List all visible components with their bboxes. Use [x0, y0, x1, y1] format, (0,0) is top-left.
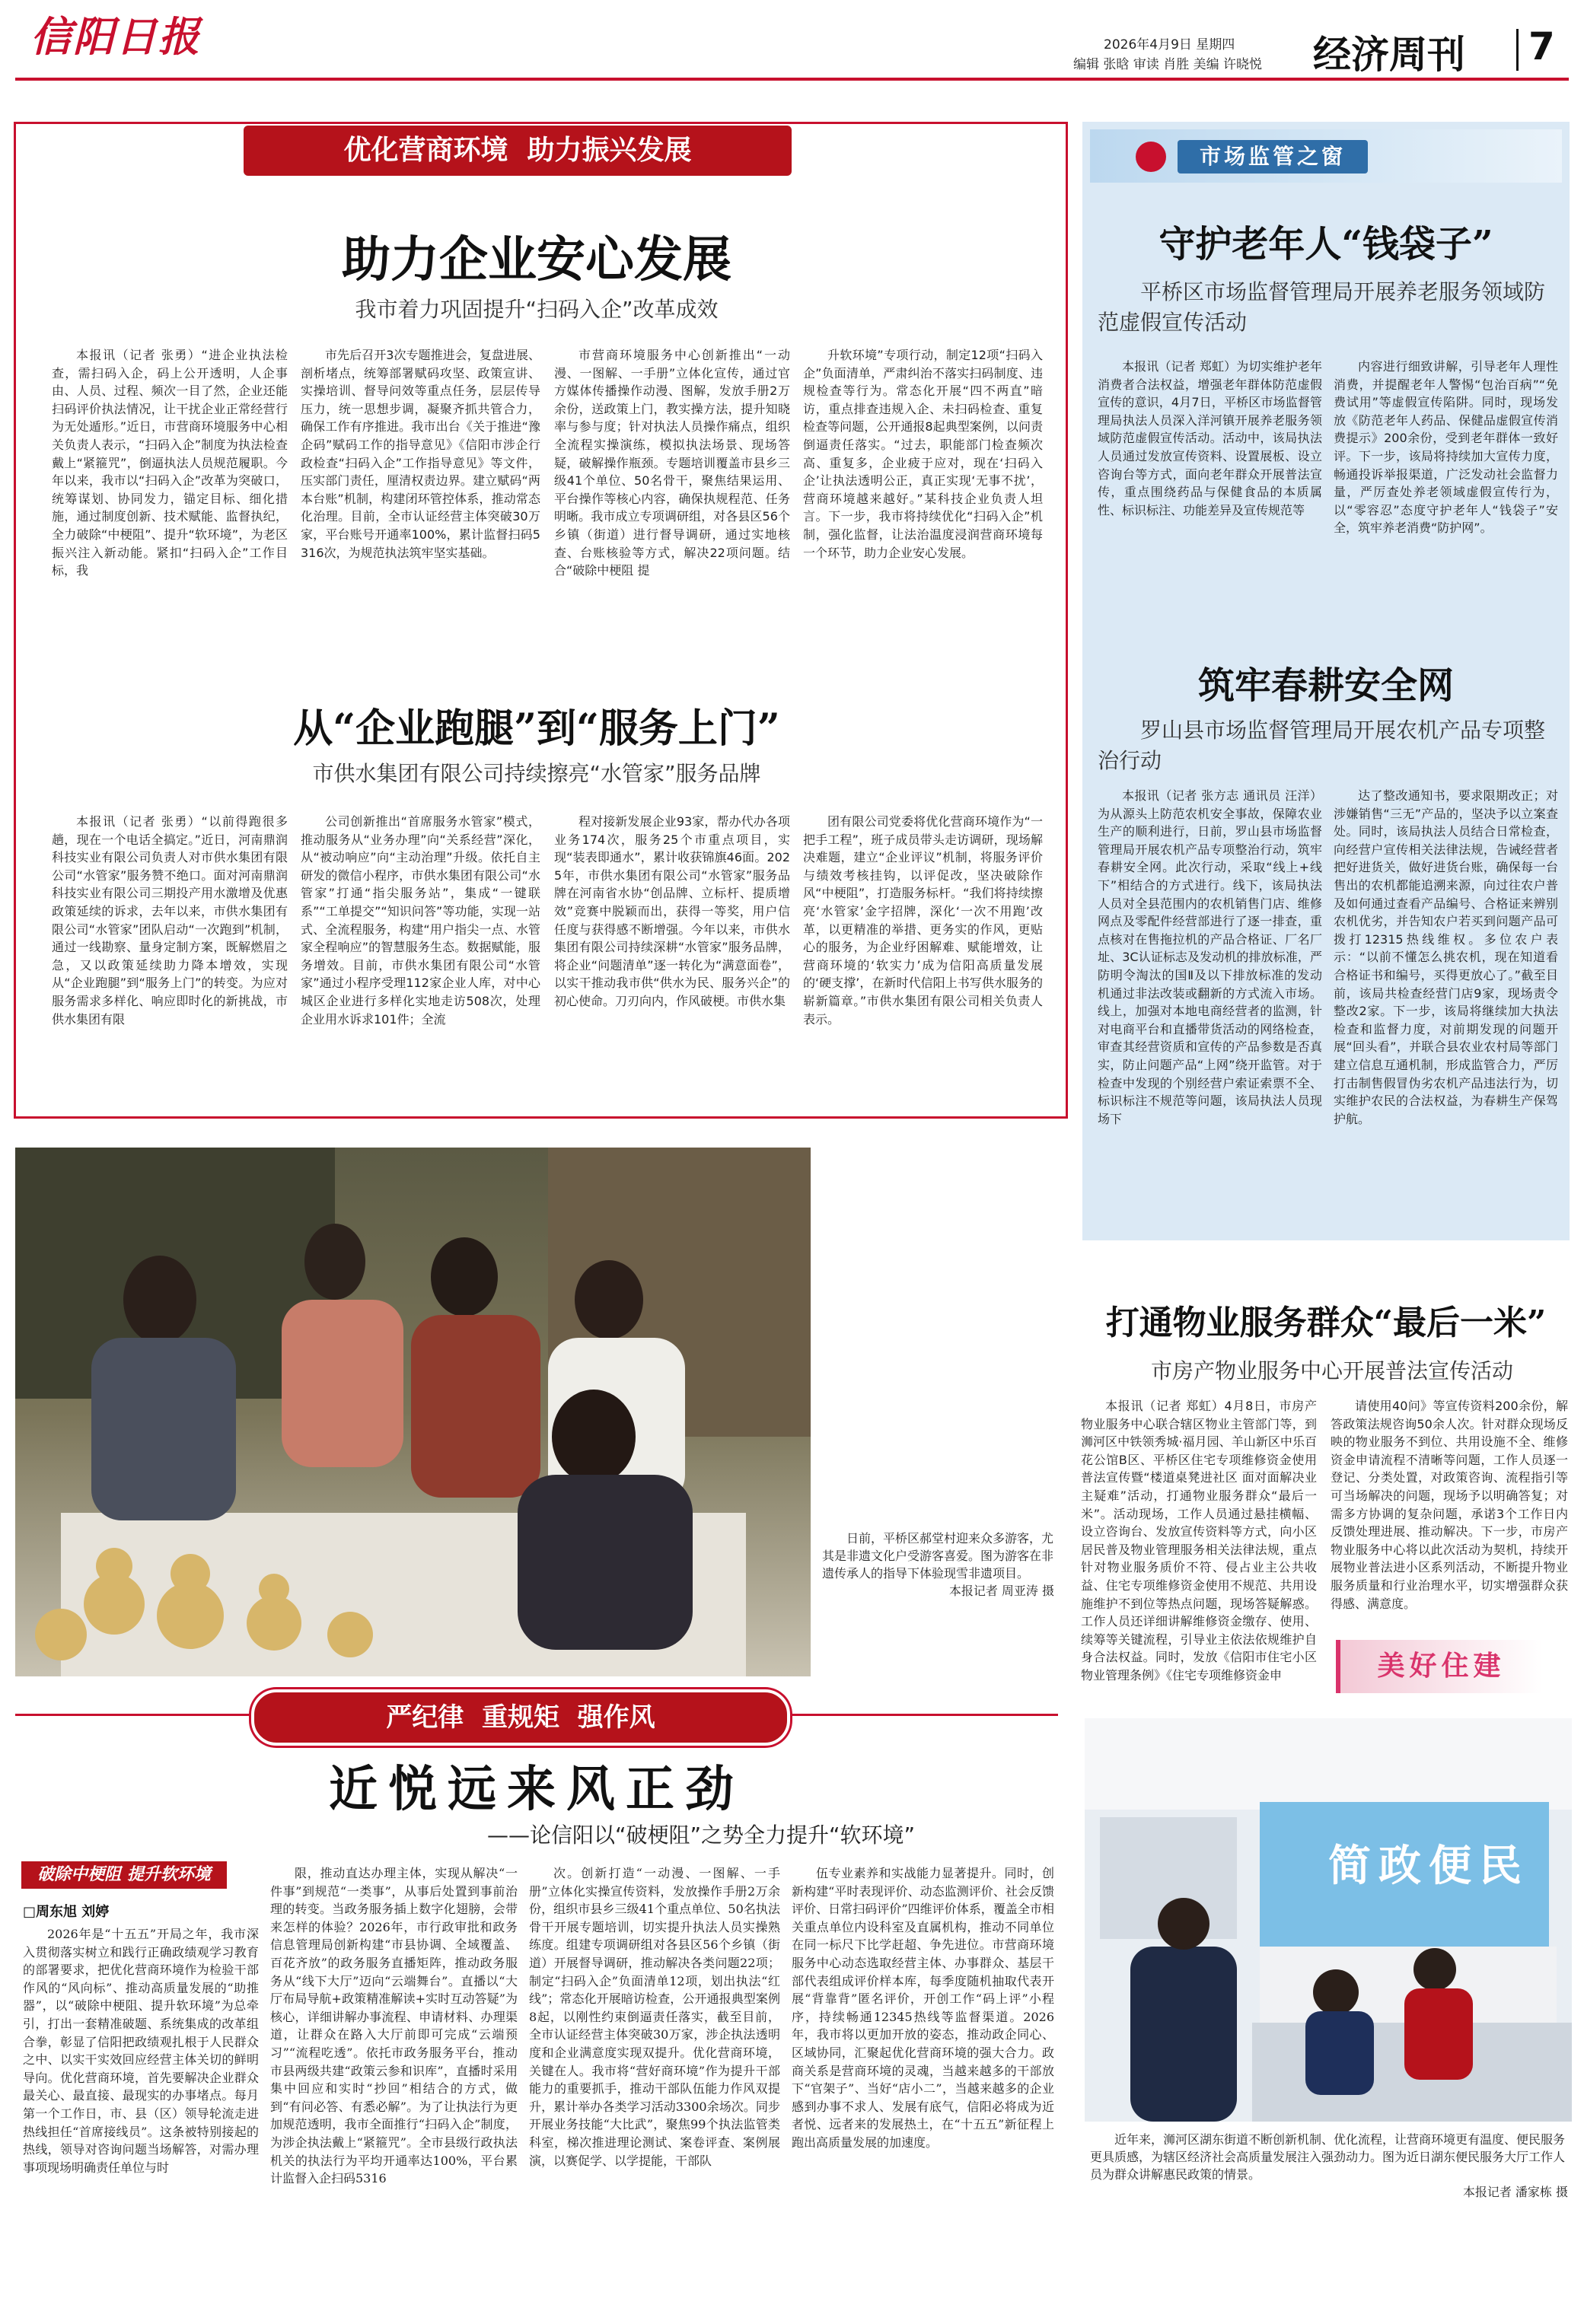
photo-gourd-painting — [15, 1148, 811, 1676]
article3-col3: 次。创新打造“一动漫、一图解、一手册”立体化实操宣传资料，发放操作手册2万余份，组织市县乡三级41个重点单位、50名执法骨干开展专题培训，切实提升执法人员实操熟练度。组建专项调研组对各县区56个乡镇（街道）开展督导调研，推动解决各类问题22项；制定“扫码入企”负面清单12项，划出执法“红线”；常态化开展暗访检查，公开通报典型案例8起，以刚性约束倒逼责任落实，截至目前，全市认证经营主体突破30万家，涉企执法透明度和企业满意度实现双提升。优化营商环境，关键在人。我市将“营好商环境”作为提升干部能力的重要抓手，推动干部队伍能力作风双提升，累计举办各类学习活动3300余场次。同步开展业务技能“大比武”，聚焦99个执法监管类科室，梯次推进理论测试、案卷评查、案例展演，以赛促学、以学提能，干部队 — [529, 1866, 780, 2168]
page-number: 7 — [1528, 24, 1555, 68]
article3-col2: 限，推动直达办理主体，实现从解决“一件事”到规范“一类事”，从事后处置到事前治理的转变。当政务服务插上数字化翅膀，会带来怎样的体验？2026年，市行政审批和政务信息管理局创新构建“市县协调、全域覆盖、百花齐放”的政务服务直播矩阵，推动政务服务从“线下大厅”迈向“云端舞台”。直播以“大厅布局导航+政策精准解读+实时互动答疑”为核心，详细讲解办事流程、申请材料、办理渠道，让群众在路入大厅前即可完成“云端预习”“流程吃透”。依托市政务服务平台，推动市县两级共建“政策云参和识库”，直播时采用集中回应和实时“抄回”相结合的方式，做到“有问必答、有悉必解”。为了让执法行为更加规范透明，我市全面推行“扫码入企”制度，为涉企执法戴上“紧箍咒”。全市县级行政执法机关的执法行为平均开通率达100%，平台累计监督入企扫码5316 — [270, 1866, 518, 2186]
b1-col2: 内容进行细致讲解，引导老年人理性消费，并提醒老年人警惕“包治百病”“免费试用”等虚假宣传陷阱。同时，现场发放《防范老年人药品、保健品虚假宣传消费提示》200余份，受到老年群体一致好评。下一步，该局将持续加大宣传力度，畅通投诉举报渠道，广泛发动社会监督力量，严厉查处养老领域虚假宣传行为，以“零容忍”态度守护老年人“钱袋子”安全，筑牢养老消费“防护网”。 — [1334, 359, 1558, 536]
article1-col3: 市营商环境服务中心创新推出“一动漫、一图解、一手册”立体化宣传，通过官方媒体传播操作动漫、图解，发放手册2万余份，送政策上门，教实操方法，提升知晓率与参与度；针对执法人员操作痛点，组织全流程实操演练，模拟执法场景、现场答疑，破解操作瓶颈。专题培训覆盖市县乡三级41个单位、50名骨干，聚焦结果运用、平台操作等核心内容，确保执规程范、任务明晰。我市成立专项调研组，对各县区56个乡镇（街道）进行督导调研，通过实地核查、台账核验等方式，解决22项问题。结合“破除中梗阻 提 — [554, 348, 790, 578]
article3-column-tag — [21, 1861, 227, 1889]
photo1-credit: 本报记者 周亚涛 摄 — [948, 1584, 1054, 1598]
sidebar-header-badge — [1178, 140, 1368, 174]
article2-col4: 团有限公司党委将优化营商环境作为“一把手工程”，班子成员带头走访调研，现场解决难题，建立“企业评议”机制，将服务评价与绩效考核挂钩，以评促改，坚决破除作风“中梗阻”，打造服务标杆。“我们将持续擦亮‘水管家’金字招牌，深化‘一次不用跑’改革，以更精准的举措、更务实的作风，更贴心的服务，为企业纾困解难、赋能增效，让营商环境的‘软实力’成为信阳高质量发展的‘硬支撑’，在新时代信阳上书写供水服务的崭新篇章。”市供水集团有限公司相关负责人表示。 — [803, 814, 1043, 1027]
b3-title: 打通物业服务群众“最后一米” — [1105, 1304, 1547, 1342]
photo1-caption — [822, 1530, 1054, 1636]
article3-author: □周东旭 刘婷 — [23, 1904, 110, 1920]
b2-title: 筑牢春耕安全网 — [1197, 664, 1454, 707]
sidebar-header-text: 市场监管之窗 — [1199, 144, 1346, 169]
photo2-caption — [1090, 2131, 1568, 2214]
photo-service-hall-image — [1085, 1718, 1572, 2122]
article1-title: 助力企业安心发展 — [342, 231, 731, 288]
article1-col4: 升软环境”专项行动，制定12项“扫码入企”负面清单，严肃纠治不落实扫码制度、违规检查等行为。常态化开展“四不两直”暗访，重点排查违规入企、未扫码检查、重复检查等问题，公开通报8起典型案例，以问责倒逼责任落实。“过去，职能部门检查频次高、重复多，企业疲于应对，现在‘扫码入企’让执法透明公正，真正实现‘无事不扰’，营商环境越来越好。”某科技企业负责人坦言。下一步，我市将持续优化“扫码入企”机制，强化监督，让法治温度浸润营商环境每一个环节，助力企业安心发展。 — [803, 348, 1043, 560]
newspaper-logo: 信阳日报 — [30, 12, 201, 61]
sidebar-header — [1090, 129, 1562, 183]
masthead-rule — [15, 78, 1569, 81]
b2-subtitle: 罗山县市场监督管理局开展农机产品专项整治行动 — [1098, 718, 1546, 773]
masthead — [0, 0, 1584, 76]
photo2-caption-text: 近年来，浉河区湖东街道不断创新机制、优化流程，让营商环境更有温度、便民服务更具质感，为辖区经济社会高质量发展注入强劲动力。图为近日湖东便民服务大厅工作人员为群众讲解惠民政策的情景。 — [1090, 2132, 1566, 2182]
article1-col1: 本报讯（记者 张勇）“进企业执法检查，需扫码入企，码上公开透明，人企事由、人员、过程、频次一目了然，企业还能扫码评价执法情况，让干扰企业正常经营行为无处遁形。”近日，市营商环境服务中心相关负责人表示，“扫码入企”制度为执法检查戴上“紧箍咒”，倒逼执法人员规范履职。今年以来，我市以“扫码入企”改革为突破口，统筹谋划、协同发力，锚定目标、细化措施，通过制度创新、技术赋能、监督执纪，全力破除“中梗阻”、提升“软环境”，为老区振兴注入新动能。紧扣“扫码入企”工作目标，我 — [52, 348, 288, 578]
article3-subtitle: ——论信阳以“破梗阻”之势全力提升“软环境” — [487, 1823, 916, 1848]
b1-subtitle: 平桥区市场监督管理局开展养老服务领域防范虚假宣传活动 — [1098, 279, 1546, 335]
banner-text: 优化营商环境 助力振兴发展 — [343, 135, 692, 166]
article3-col4: 伍专业素养和实战能力显著提升。同时，创新构建“平时表现评价、动态监测评价、社会反馈评价、日常扫码评价”四维评价体系，覆盖全市相关重点单位内设科室及直属机构，推动不同单位在同一标尺下比学赶超、争先进位。市营商环境服务中心动态选取经营主体、办事群众、基层干部代表组成评价样本库，每季度随机抽取代表开展“背靠背”匿名评价，开创工作“码上评”小程序，持续畅通12345热线等监督渠道。2026年，我市将以更加开放的姿态，推动政企同心、区域协同，汇聚起优化营商环境的强大合力。政商关系是营商环境的灵魂，当越来越多的干部放下“官架子”、当好“店小二”，当越来越多的企业感到办事不求人、发展有底气，信阳必将成为近者悦、远者来的发展热土，在“十五五”新征程上跑出高质量发展的加速度。 — [792, 1866, 1054, 2150]
article2-col3: 程对接新发展企业93家，帮办代办各项业务174次，服务25个市重点项目，实现“装表即通水”，累计收获锦旗46面。2025年，市供水集团有限公司“水管家”服务品牌在河南省水协“创品牌、立标杆、提质增效”竞赛中脱颖而出，获得一等奖，用户信任度与获得感不断增强。今年以来，市供水集团有限公司持续深耕“水管家”服务品牌，将企业“问题清单”逐一转化为“满意面卷”，以实干推动我市供“供水为民、服务兴企”的初心使命。刀刃向内，作风破梗。市供水集 — [554, 814, 790, 1008]
article2-col1: 本报讯（记者 张勇）“以前得跑很多趟，现在一个电话全搞定。”近日，河南鼎润科技实业有限公司负责人对市供水集团有限公司“水管家”服务赞不绝口。面对河南鼎润科技实业有限公司三期投产用水激增及优惠政策延续的诉求，去年以来，市供水集团有限公司“水管家”团队启动“一次跑到”机制，通过一线勘察、量身定制方案，既解燃眉之急，又以政策延续助力降本增效，实现从“企业跑腿”到“服务上门”的转变。为应对服务需求多样化、响应即时化的新挑战，市供水集团有限 — [52, 814, 288, 1027]
banner-discipline — [251, 1689, 790, 1746]
sidebar-header-logo-icon — [1136, 142, 1166, 172]
article1-col2: 市先后召开3次专题推进会，复盘进展、剖析堵点，统筹部署赋码攻坚、政策宣讲、实操培训、督导问效等重点任务，层层传导压力，统一思想步调，凝聚齐抓共管合力，确保工作有序推进。我市出台《关于推进“豫企码”赋码工作的指导意见》《信阳市涉企行政检查“扫码入企”工作指导意见》等文件，压实部门责任，厘清权责边界。建立赋码“两本台账”机制，构建闭环管控体系，推动常态化治理。目前，全市认证经营主体突破30万家，平台账号开通率100%，累计监督扫码5316次，为规范执法筑牢坚实基础。 — [301, 348, 540, 560]
article2-subtitle: 市供水集团有限公司持续擦亮“水管家”服务品牌 — [312, 761, 761, 786]
hall-sign: 简政便民 — [1328, 1841, 1529, 1891]
b2-col1: 本报讯（记者 张方志 通讯员 汪洋）为从源头上防范农机安全事故，保障农业生产的顺利进行，日前，罗山县市场监督管理局开展农机产品专项整治行动，筑牢春耕安全网。此次行动，采取“线上+线下”相结合的方式进行。线下，该局执法人员对全县范围内的农机销售门店、维修网点及零配件经营部进行了逐一排查，重点核对在售拖拉机的产品合格证、厂名厂址、3C认证标志及发动机的排放标准，严防明令淘汰的国Ⅱ及以下排放标准的发动机通过非法改装或翻新的方式流入市场。线上，加强对本地电商经营者的监测，针对电商平台和直播带货活动的网络检查，审查其经营资质和宣传的产品参数是否真实，防止问题产品“上网”绕开监管。对于检查中发现的个别经营户索证索票不全、标识标注不规范等问题，该局执法人员现场下 — [1098, 788, 1322, 1126]
b1-col1: 本报讯（记者 郑虹）为切实维护老年消费者合法权益，增强老年群体防范虚假宣传的意识，4月7日，平桥区市场监督管理局执法人员深入洋河镇开展养老服务领域防范虚假宣传活动。活动中，该局执法人员通过发放宣传资料、设置展板、设立咨询台等方式，面向老年群众开展普法宣传，重点围绕药品与保健食品的本质属性、标识标注、功能差异及宣传规范等 — [1098, 359, 1322, 517]
article2-title: 从“企业跑腿”到“服务上门” — [293, 705, 780, 752]
banner-business-environment — [244, 126, 792, 176]
banner2-text: 严纪律 重规矩 强作风 — [386, 1702, 655, 1733]
article3-column-tag-text: 破除中梗阻 提升软环境 — [37, 1865, 211, 1884]
b2-col2: 达了整改通知书，要求限期改正；对涉嫌销售“三无”产品的，坚决予以立案查处。同时，该局执法人员结合日常检查，向经营户宣传相关法律法规，告诫经营者把好进货关，做好进货台账，确保每一台售出的农机都能追溯来源，向过往农户普及如何通过查看产品编号、合格证来辨别农机优劣，并告知农户若买到问题产品可拨打12315热线维权。多位农户表示：“以前不懂怎么挑农机，现在知道看合格证书和编号，买得更放心了。”截至目前，该局共检查经营门店9家，现场责令整改2家。下一步，该局将继续加大执法检查和监督力度，对前期发现的问题开展“回头看”，并联合县农业农村局等部门建立信息互通机制，形成监管合力，严厉打击制售假冒伪劣农机产品违法行为，切实维护农民的合法权益，为春耕生产保驾护航。 — [1334, 788, 1558, 1126]
photo-service-hall — [1085, 1718, 1572, 2122]
section-divider — [1516, 29, 1519, 71]
b1-title: 守护老年人“钱袋子” — [1159, 223, 1493, 266]
ad-banner-housing — [1336, 1640, 1542, 1693]
article3-col1: 2026年是“十五五”开局之年，我市深入贯彻落实树立和践行正确政绩观学习教育的部署要求，把优化营商环境作为检验干部作风的“风向标”、推动高质量发展的“助推器”，以“破除中梗阻、提升软环境”为总牵引，打出一套精准破题、系统集成的改革组合拳，彰显了信阳把政绩观扎根于人民群众之中、以实干实效回应经营主体关切的鲜明导向。优化营商环境，首先要解决企业群众最关心、最直接、最现实的办事堵点。每月第一个工作日，市、县（区）领导轮流走进热线担任“首席接线员”。这条被特别接起的热线，领导对咨询问题当场解答，对需办理事项现场明确责任单位与时 — [23, 1927, 259, 2175]
article3-title: 近悦远来风正劲 — [329, 1761, 744, 1818]
b3-col1: 本报讯（记者 郑虹）4月8日，市房产物业服务中心联合辖区物业主管部门等，到浉河区中铁领秀城·福月园、羊山新区中乐百花公馆B区、平桥区住宅专项维修资金使用普法宣传暨“楼道桌凳进社区 面对面解决业主疑难”活动，打通物业服务群众“最后一米”。活动现场，工作人员通过悬挂横幅、设立咨询台、发放宣传资料等方式，向小区居民普及物业管理服务相关法律法规，重点针对物业服务质价不符、侵占业主公共收益、住宅专项维修资金使用不规范、共用设施维护不到位等热点问题，现场答疑解惑。工作人员还详细讲解维修资金缴存、使用、续筹等关键流程，引导业主依法依规维护自身合法权益。同时，发放《信阳市住宅小区物业管理条例》《住宅专项维修资金申 — [1081, 1399, 1317, 1683]
photo-gourd-painting-image — [15, 1148, 811, 1676]
b3-subtitle: 市房产物业服务中心开展普法宣传活动 — [1150, 1358, 1513, 1383]
date-line: 2026年4月9日 星期四 — [1104, 37, 1235, 53]
section-title: 经济周刊 — [1313, 32, 1465, 77]
article2-col2: 公司创新推出“首席服务水管家”模式，推动服务从“业务办理”向“关系经营”深化，从“被动响应”向“主动治理”升级。依托自主研发的微信小程序，市供水集团有限公司“水管家”打通“指尖服务站”，集成“一键联系”“工单提交”“知识问答”等功能，实现一站式、全流程服务，构建“用户指尖一点、水管家全程响应”的智慧服务生态。数据赋能，服务增效。目前，市供水集团有限公司“水管家”通过小程序受理112家企业人库，对中心城区企业进行多样化实地走访508次，处理企业用水诉求101件；全流 — [301, 814, 540, 1027]
photo1-caption-text: 日前，平桥区郝堂村迎来众多游客，尤其是非遗文化户受游客喜爱。图为游客在非遗传承人的指导下体验现雪非遗项目。 — [822, 1531, 1054, 1581]
photo2-credit: 本报记者 潘家栋 摄 — [1462, 2185, 1568, 2199]
b3-col2: 请使用40问》等宣传资料200余份，解答政策法规咨询50余人次。针对群众现场反映的物业服务不到位、共用设施不全、维修资金申请流程不清晰等问题，工作人员逐一登记、分类处置，对政策咨询、流程指引等可当场解决的问题，现场予以明确答复；对需多方协调的复杂问题，承诺3个工作日内反馈处理进展、推动解决。下一步，市房产物业服务中心将以此次活动为契机，持续开展物业普法进小区系列活动，不断提升物业服务质量和行业治理水平，切实增强群众获得感、满意度。 — [1331, 1399, 1568, 1611]
ad-banner-text: 美好住建 — [1377, 1651, 1506, 1682]
article1-subtitle: 我市着力巩固提升“扫码入企”改革成效 — [355, 297, 719, 322]
staff-line: 编辑 张晗 审读 肖胜 美编 许晓悦 — [1073, 57, 1263, 72]
